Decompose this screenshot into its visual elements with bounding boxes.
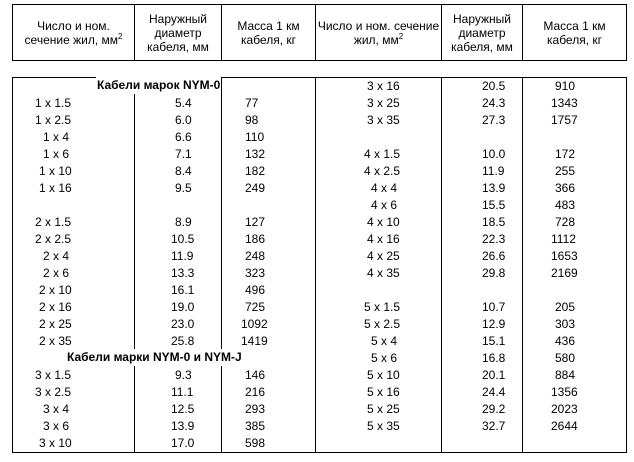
list-item: 303 xyxy=(555,317,576,331)
list-item: 19.0 xyxy=(171,300,195,314)
right-cores-column xyxy=(316,78,442,453)
list-item: 216 xyxy=(245,385,266,399)
list-item: 146 xyxy=(245,368,266,382)
list-item: 26.6 xyxy=(482,249,506,263)
list-item: 13.9 xyxy=(171,419,195,433)
list-item: 12.5 xyxy=(171,402,195,416)
list-item: 18.5 xyxy=(482,215,506,229)
header-cores-right: Число и ном. сечение жил, $мм^2$ xyxy=(316,5,442,61)
header-diameter-right: Наружный диаметр кабеля, мм xyxy=(442,5,523,61)
list-item: 1112 xyxy=(551,232,576,246)
list-item: 186 xyxy=(245,232,266,246)
list-item: 323 xyxy=(245,266,266,280)
list-item: 1343 xyxy=(551,96,578,110)
list-item: 3 x 1.5 xyxy=(35,368,72,382)
list-item: 3 x 10 xyxy=(39,436,72,450)
list-item: 3 x 4 xyxy=(43,402,70,416)
list-item: 8.4 xyxy=(175,164,192,178)
list-item: 4 x 35 xyxy=(367,266,400,280)
list-item: 20.1 xyxy=(482,368,506,382)
list-item: 7.1 xyxy=(175,147,192,161)
list-item: 249 xyxy=(245,181,266,195)
list-item: 2 x 35 xyxy=(39,334,72,348)
list-item: 11.9 xyxy=(171,249,194,263)
list-item: 13.3 xyxy=(171,266,195,280)
list-item: 4 x 10 xyxy=(367,215,400,229)
list-item: 25.8 xyxy=(171,334,195,348)
cable-data-table xyxy=(12,77,627,453)
list-item: 15.1 xyxy=(482,334,506,348)
list-item: 24.4 xyxy=(482,385,506,399)
list-item: 2644 xyxy=(551,419,578,433)
list-item: 5 x 2.5 xyxy=(364,317,401,331)
list-item: 24.3 xyxy=(482,96,506,110)
list-item: 3 x 2.5 xyxy=(35,385,72,399)
list-item: 2023 xyxy=(551,402,578,416)
list-item: 5 x 10 xyxy=(367,368,400,382)
list-item: 910 xyxy=(555,79,576,93)
list-item: 27.3 xyxy=(482,113,506,127)
list-item: 13.9 xyxy=(482,181,506,195)
list-item: 1 x 4 xyxy=(43,130,70,144)
list-item: 8.9 xyxy=(175,215,192,229)
list-item: 4 x 4 xyxy=(371,181,398,195)
list-item: 6.6 xyxy=(175,130,192,144)
list-item: 4 x 25 xyxy=(367,249,400,263)
list-item: 3 x 6 xyxy=(43,419,70,433)
list-item: 2 x 2.5 xyxy=(35,232,72,246)
right-mass-column xyxy=(523,78,627,453)
list-item: 5.4 xyxy=(175,96,192,110)
list-item: 98 xyxy=(245,113,259,127)
list-item: 483 xyxy=(555,198,576,212)
list-item: 580 xyxy=(555,351,576,365)
list-item: 884 xyxy=(555,368,576,382)
list-item: 725 xyxy=(245,300,266,314)
list-item: 1 x 1.5 xyxy=(35,96,72,110)
header-mass-left: Масса 1 км кабеля, кг xyxy=(222,5,316,61)
list-item: 29.8 xyxy=(482,266,506,280)
list-item: 12.9 xyxy=(482,317,506,331)
list-item: 5 x 35 xyxy=(367,419,400,433)
list-item: 1092 xyxy=(241,317,268,331)
right-diameter-column xyxy=(442,78,523,453)
list-item: 1419 xyxy=(241,334,268,348)
list-item: 5 x 4 xyxy=(371,334,398,348)
list-item: 496 xyxy=(245,283,266,297)
list-item: 1356 xyxy=(551,385,578,399)
left-diameter-column xyxy=(135,78,222,453)
list-item: 10.0 xyxy=(482,147,506,161)
header-table xyxy=(12,4,627,61)
list-item: 172 xyxy=(555,147,576,161)
list-item: 436 xyxy=(555,334,576,348)
list-item: 2 x 1.5 xyxy=(35,215,72,229)
list-item: 4 x 1.5 xyxy=(364,147,401,161)
list-item: 5 x 16 xyxy=(367,385,400,399)
list-item: 32.7 xyxy=(482,419,506,433)
list-item: 10.7 xyxy=(482,300,506,314)
list-item: 2169 xyxy=(551,266,578,280)
list-item: 2 x 4 xyxy=(43,249,70,263)
list-item: 5 x 6 xyxy=(371,351,398,365)
list-item: 2 x 16 xyxy=(39,300,72,314)
list-item: 77 xyxy=(245,96,259,110)
list-item: 6.0 xyxy=(175,113,192,127)
list-item: 1 x 10 xyxy=(39,164,72,178)
list-item: 29.2 xyxy=(482,402,506,416)
list-item: 2 x 6 xyxy=(43,266,70,280)
header-cores-left: Число и ном. сечение жил, $мм^2$ xyxy=(13,5,135,61)
list-item: 15.5 xyxy=(482,198,506,212)
list-item: 16.8 xyxy=(482,351,506,365)
list-item: 1 x 6 xyxy=(43,147,70,161)
list-item: 16.1 xyxy=(171,283,195,297)
list-item: 2 x 25 xyxy=(39,317,72,331)
list-item: 3 x 25 xyxy=(367,96,400,110)
list-item: 22.3 xyxy=(482,232,506,246)
list-item: 205 xyxy=(555,300,576,314)
list-item: 4 x 2.5 xyxy=(364,164,401,178)
list-item: 1 x 2.5 xyxy=(35,113,72,127)
list-item: 10.5 xyxy=(171,232,195,246)
list-item: 1 x 16 xyxy=(39,181,72,195)
list-item: 1653 xyxy=(551,249,578,263)
list-item: 728 xyxy=(555,215,576,229)
list-item: 9.5 xyxy=(175,181,192,195)
list-item: 248 xyxy=(245,249,266,263)
list-item: 182 xyxy=(245,164,266,178)
list-item: 385 xyxy=(245,419,266,433)
list-item: 2 x 10 xyxy=(39,283,72,297)
list-item: 17.0 xyxy=(171,436,195,450)
list-item: 598 xyxy=(245,436,266,450)
list-item: 11.9 xyxy=(482,164,505,178)
list-item: 5 x 1.5 xyxy=(364,300,401,314)
list-item: 9.3 xyxy=(175,368,192,382)
list-item: 4 x 6 xyxy=(371,198,398,212)
list-item: 11.1 xyxy=(171,385,194,399)
list-item: 20.5 xyxy=(482,79,506,93)
list-item: 1757 xyxy=(551,113,578,127)
left-cores-column xyxy=(13,78,135,453)
section-title-nym0: Кабели марок NYM-0 xyxy=(97,78,221,92)
left-mass-column xyxy=(222,78,316,453)
list-item: 110 xyxy=(245,130,265,144)
header-mass-right: Масса 1 км кабеля, кг xyxy=(523,5,627,61)
list-item: 127 xyxy=(245,215,266,229)
list-item: 3 x 16 xyxy=(367,79,400,93)
list-item: 23.0 xyxy=(171,317,195,331)
header-diameter-left: Наружный диаметр кабеля, мм xyxy=(135,5,222,61)
list-item: 132 xyxy=(245,147,266,161)
section-title-nym0-nymj: Кабели марки NYM-0 и NYM-J xyxy=(67,350,242,364)
list-item: 366 xyxy=(555,181,576,195)
list-item: 4 x 16 xyxy=(367,232,400,246)
list-item: 293 xyxy=(245,402,266,416)
list-item: 3 x 35 xyxy=(367,113,400,127)
list-item: 255 xyxy=(555,164,576,178)
list-item: 5 x 25 xyxy=(367,402,400,416)
